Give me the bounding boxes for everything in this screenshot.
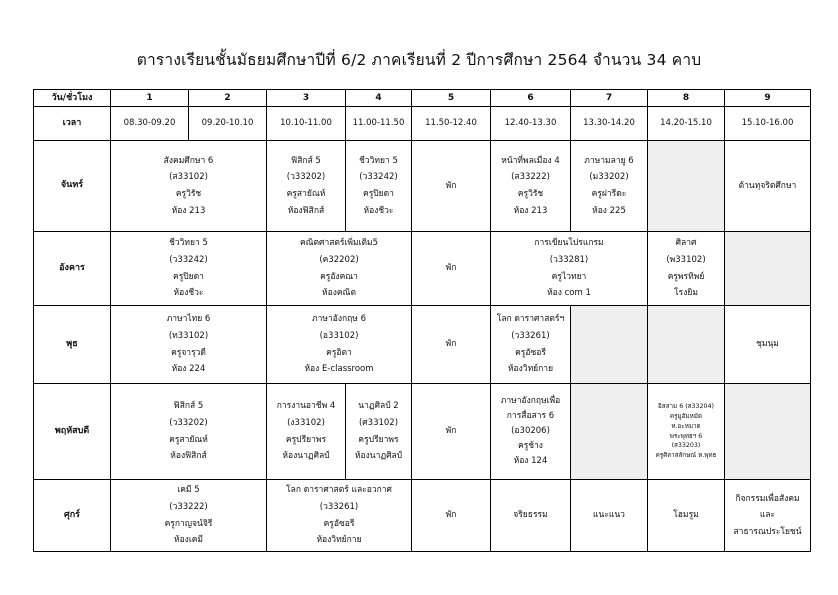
subject: ศิลาศ: [675, 238, 697, 249]
time-slot: 15.10-16.00: [725, 107, 811, 141]
day-label: ศุกร์: [34, 480, 111, 552]
code: (ว33202): [169, 417, 208, 428]
teacher: ครูปรียาพร: [358, 434, 399, 445]
subject: นาฏศิลป์ 2: [358, 401, 399, 412]
room: ห้องวิทย์กาย: [507, 364, 554, 375]
subject: เคมี 5: [177, 485, 200, 496]
code: (ง33102): [287, 417, 325, 428]
subject: ชีววิทยา 5: [359, 155, 398, 166]
teacher: ครูวิรัช: [517, 189, 544, 199]
class-cell: [111, 306, 267, 384]
subject: ฟิสิกส์ 5: [291, 155, 321, 166]
subject: พระพุทธฯ 6: [669, 432, 703, 440]
teacher: ครูสายัณห์: [169, 434, 208, 445]
subject: สังคมศึกษา 6: [163, 155, 214, 166]
room: ห้อง 124: [513, 455, 548, 466]
class-cell: [491, 306, 571, 384]
period-number: 1: [111, 90, 189, 107]
day-label: พฤหัสบดี: [34, 384, 111, 480]
teacher: ครูปรียาพร: [285, 434, 327, 445]
time-slot: 12.40-13.30: [491, 107, 571, 141]
code: (อ33102): [319, 330, 359, 341]
subject: สาธารณประโยชน์: [733, 526, 802, 537]
time-slot: 14.20-15.10: [648, 107, 725, 141]
room: ห้อง 213: [171, 205, 206, 216]
time-slot: 10.10-11.00: [267, 107, 346, 141]
subject: ภาษาอังกฤษเพื่อ: [500, 396, 561, 407]
code: (ว33202): [286, 172, 326, 183]
subject: โลก ดาราศาสตร์ และอวกาศ: [286, 485, 392, 496]
teacher: ครูฝารีดะ: [591, 189, 627, 199]
class-cell: โฮมรูม: [648, 480, 725, 552]
room: ห้องวิทย์กาย: [316, 535, 362, 546]
teacher: ครูอัซอรี: [323, 518, 355, 529]
empty-cell: [648, 141, 725, 232]
empty-cell: [648, 306, 725, 384]
break-cell: พัก: [412, 306, 491, 384]
subject: ภาษาไทย 6: [166, 314, 211, 325]
room: ห้อง 225: [592, 205, 626, 216]
time-row: [34, 107, 811, 141]
code: (ม33202): [589, 172, 629, 183]
teacher: ครูมูฮัมหมัด: [669, 413, 703, 420]
class-cell: [346, 384, 412, 480]
day-label: อังคาร: [34, 232, 111, 306]
class-cell: ชุมนุม: [725, 306, 811, 384]
teacher: ครูไวทยา: [551, 271, 587, 282]
room: ห้องคณิต: [322, 288, 356, 299]
teacher: ครูสายัณห์: [286, 189, 326, 199]
code: (ท33102): [168, 330, 209, 341]
page-title: ตารางเรียนชั้นมัธยมศึกษาปีที่ 6/2 ภาคเรียนที่ 2 ปีการศึกษา 2564 จำนวน 34 คาบ: [136, 51, 702, 69]
code: (ส33222): [511, 172, 550, 183]
day-row-fri: [34, 480, 811, 552]
code: (ว33222): [169, 501, 208, 512]
period-number: 9: [725, 90, 811, 107]
subject: โลก ดาราศาสตร์ฯ: [496, 314, 565, 325]
room: ห้อง 213: [513, 205, 548, 216]
room: ห้องฟิสิกส์: [170, 451, 207, 462]
class-cell: [111, 141, 267, 232]
subject: คณิตศาสตร์เพิ่มเติม5: [299, 238, 379, 249]
time-slot: 11.50-12.40: [412, 107, 491, 141]
room: ห้อง 224: [171, 364, 206, 375]
subject: หน้าที่พลเมือง 4: [501, 155, 560, 166]
break-cell: พัก: [412, 384, 491, 480]
teacher: ครูอังคณา: [320, 271, 358, 282]
class-cell: [267, 384, 346, 480]
room: ห้องนาฏศิลป์: [354, 451, 403, 462]
period-number: 8: [648, 90, 725, 107]
teacher: ครูช้าง: [518, 440, 543, 451]
class-cell: [111, 232, 267, 306]
room: ห.อะหมาด: [671, 422, 701, 430]
code: (ว33261): [511, 330, 550, 341]
room: ห้องนาฏศิลป์: [282, 451, 330, 462]
class-cell: แนะแนว: [571, 480, 648, 552]
class-cell: [491, 232, 648, 306]
empty-cell: [725, 384, 811, 480]
subject: ภาษามลายู 6: [584, 155, 634, 166]
corner-label: วัน/ชั่วโมง: [34, 90, 111, 107]
room: ห้อง E-classroom: [304, 364, 374, 375]
code: (ค32202): [319, 254, 359, 265]
teacher: ครูปิยดา: [173, 271, 204, 282]
teacher: ครูพรทิพย์: [667, 271, 705, 282]
period-number: 5: [412, 90, 491, 107]
class-cell: [111, 384, 267, 480]
class-cell: จริยธรรม: [491, 480, 571, 552]
day-row-wed: [34, 306, 811, 384]
teacher: ครูอิตา: [326, 347, 352, 358]
period-number: 4: [346, 90, 412, 107]
teacher: ครูอัซอรี: [515, 347, 546, 358]
subject: ภาษาอังกฤษ 6: [311, 314, 366, 325]
teacher: ครูศิลาสลักษณ์ ห.พุทธ: [655, 452, 717, 459]
code: (ส33102): [169, 172, 208, 183]
period-number: 6: [491, 90, 571, 107]
period-number: 2: [189, 90, 267, 107]
class-cell: [267, 232, 412, 306]
teacher: ครูปิยดา: [363, 189, 394, 199]
day-row-thu: [34, 384, 811, 480]
code: (ศ33102): [358, 417, 399, 428]
class-cell: [491, 384, 571, 480]
code: (ว33281): [549, 254, 589, 265]
subject: และ: [759, 510, 776, 521]
teacher: ครูวิรัช: [175, 189, 202, 199]
code: (อ30206): [511, 426, 550, 437]
time-slot: 13.30-14.20: [571, 107, 648, 141]
class-cell: [725, 480, 811, 552]
break-cell: พัก: [412, 480, 491, 552]
room: ห้องฟิสิกส์: [287, 205, 325, 216]
subject: ฟิสิกส์ 5: [173, 401, 204, 412]
class-cell: [648, 384, 725, 480]
class-cell: [491, 141, 571, 232]
period-number: 7: [571, 90, 648, 107]
time-slot: 08.30-09.20: [111, 107, 189, 141]
break-cell: พัก: [412, 232, 491, 306]
empty-cell: [571, 384, 648, 480]
time-slot: 11.00-11.50: [346, 107, 412, 141]
timetable: [33, 89, 811, 552]
day-label: จันทร์: [34, 141, 111, 232]
teacher: ครูกาญจน์จิรี: [164, 518, 213, 529]
time-slot: 09.20-10.10: [189, 107, 267, 141]
room: โรงยิม: [674, 288, 698, 299]
room: ห้องชีวะ: [173, 288, 204, 299]
teacher: ครูจารุวดี: [171, 347, 206, 358]
empty-cell: [571, 306, 648, 384]
subject: กิจกรรมเพื่อสังคม: [735, 493, 800, 504]
class-cell: [267, 480, 412, 552]
time-label: เวลา: [34, 107, 111, 141]
day-row-mon: [34, 141, 811, 232]
period-row: [34, 90, 811, 107]
class-cell: ต้านทุจริตศึกษา: [725, 141, 811, 232]
code: (ส33203): [671, 442, 701, 450]
subject: การเขียนโปรแกรม: [534, 238, 604, 249]
class-cell: [571, 141, 648, 232]
empty-cell: [725, 232, 811, 306]
room: ห้องเคมี: [173, 535, 204, 546]
room: ห้องชีวะ: [363, 205, 394, 216]
day-label: พุธ: [34, 306, 111, 384]
class-cell: [648, 232, 725, 306]
subject: ชีววิทยา 5: [169, 238, 208, 249]
day-row-tue: [34, 232, 811, 306]
break-cell: พัก: [412, 141, 491, 232]
period-number: 3: [267, 90, 346, 107]
code: (พ33102): [666, 254, 706, 265]
class-cell: [346, 141, 412, 232]
code: (ว33261): [319, 501, 359, 512]
subject: การสื่อสาร 6: [506, 411, 555, 422]
subject: การงานอาชีพ 4: [276, 401, 336, 412]
class-cell: [267, 141, 346, 232]
room: ห้อง com 1: [547, 288, 591, 299]
class-cell: [111, 480, 267, 552]
code: (ว33242): [359, 172, 398, 183]
class-cell: [267, 306, 412, 384]
code: (ว33242): [169, 254, 208, 265]
subject: อิสลาม 6 (ส33204): [658, 403, 714, 411]
